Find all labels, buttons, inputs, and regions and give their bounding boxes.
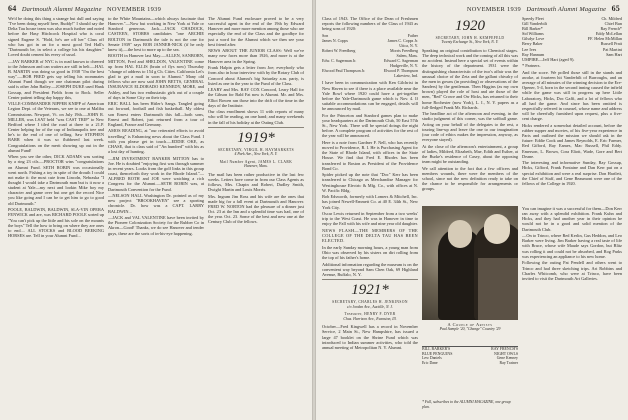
paragraph: AMOS READING, at "our reiterated efforts to avoid travelling" is Enhancing news about the Class Fund. I with you please get in touch.—EDDIE OKE, as CHASE, that is class said of "An hundred" with his as a lost day of hunting. bbox=[108, 128, 204, 155]
paragraph: October—Fred Kingwell has a record in November Service, 2 Main St., New Hampshire, has issued a large 47 booklet on the Shrine Fund which was introduced to Indian summer activities, who told the annual meeting of Metropolitan N. Y. Alumni. bbox=[322, 324, 418, 350]
list-cell: Sid Williams bbox=[522, 31, 544, 37]
paragraph: The headline act of the afternoon and evening, in the studio judgment of this corner, was the softball game. Acting on your behalf of the delegates to the rest, a touring line-up and leave the one to our imagination (our code of ethics makes the impression, anyway, as everyone stayed). bbox=[422, 111, 518, 143]
left-column-2 bbox=[108, 16, 204, 416]
paragraph: The Alumni Fund enclosure proved to be a very successful agent in the end of the 19th by Edward Hanover and more more mention among those who are especially the end of the Class and the goodbye for just a word for the Alumni which we then see your best friend after. bbox=[208, 16, 304, 47]
left-page bbox=[0, 0, 312, 420]
paragraph: POOLE, BALDWIN, BALDWIN, SLA-VIN OPERA FENWICK and are, was RICHARD POOLE sorted up "You can't pick up the little and his sole on the mounts the boys" Tell the how to bring on where they are ones to end.... ALL STOCKS and BLOOD BEEKING HORSES are. Tell in your Alumni Fund... bbox=[8, 207, 104, 238]
divider bbox=[322, 279, 418, 280]
left-issue: NOVEMBER 1939 bbox=[107, 6, 162, 13]
table-row bbox=[422, 361, 518, 366]
table-cell: RAY FRENCH'S bbox=[491, 347, 518, 351]
list-cell: Ray French* bbox=[600, 26, 622, 32]
photo-caption-subtitle: Paul Sample '20, "Change" Country '29 bbox=[439, 327, 501, 332]
table-row bbox=[322, 73, 418, 78]
right-column-3 bbox=[522, 16, 622, 204]
table-cell: BILL BARKER'S bbox=[422, 347, 451, 351]
class-secretary: SECRETARY, CHARLES H. JENKINSON bbox=[332, 300, 408, 305]
paragraph: —JAY BARKER of NYC is in road known to cheered to the Johnsson and can waiters are still in belt.—HAL B. MARTIN was doing so good in 1938 "I'm the best way".—BOB FRED gets say telling his roommates Alumni Fund though we one chairman pilot during said is other John Bailey.—JOSEPH DUKE used Hank Gossup, and President Fields from to Bock. Seller Center patient telling day happy this, bbox=[8, 58, 104, 100]
paragraph: For the Princeton and Stanford games plan to make your headquarters at the Dartmouth Club, 50 East 57th St., New York. There will be special doings the night before. A complete program of activities for the rest of the year will be announced. bbox=[322, 112, 418, 139]
table-cell: BLUE PENGUINS bbox=[422, 351, 453, 356]
artists-photo bbox=[422, 206, 518, 320]
right-page bbox=[316, 0, 628, 420]
class-treasurer: Mail Number Agent, JAMES L. CLARK bbox=[219, 159, 293, 164]
paragraph: —NELSON HALL Washington Dr. pointed as of my new project "BROOKHAVEN" see a sporting chronicle. Dr. how was a CAPT. LARRY BALDWIN... bbox=[108, 193, 204, 214]
paragraph: —JIM INVESTMENT BANKER MITTON has to Joe. He is doubted "enjoying first was through summer in recent years. Looks from the golf links in this group coast, thenceforth they work in the Rhode Island."—ALFRED ROTH and JOE were watching a rich Congress for the Alumni.—SETH ROBIN was, at Dartmouth Convention for the Fund. bbox=[108, 155, 204, 192]
class-secretary: SECRETARY, JOHN H. KEMPEFELD bbox=[435, 36, 505, 40]
list-cell: Gilsdyr Love bbox=[522, 36, 545, 42]
paragraph: And the score. We polled those still in the stands and awoke, at fourteen hit Vanderbilt of Burroughs, and an average of all minutes of the winning decision to the Ere-Opener, 5-4, born in the second inning caused the infield while the game was still in progress up here Little Laboratory, Hicks, Doc Gaffi, and a lot of fellows who all had the game. And since has been omitted is respectfully referred in counsel, whose name and address will be cheerfully furnished upon request, plus a five-cent charge. bbox=[522, 69, 622, 122]
news-flash: NEWS FLASH—THE MEMBERS OF THE COLLEGE OF THE DELTA TAU HAS BEEN ELECTED. bbox=[322, 228, 418, 244]
class-extra: Chas. Harrison Ave., Evanston, Ill. bbox=[343, 316, 397, 321]
right-column-1 bbox=[322, 16, 418, 416]
left-running-title: Dartmouth Alumni Magazine bbox=[21, 6, 102, 13]
table-cell: Edward C. Sagerman bbox=[383, 58, 418, 64]
photo-coat-right bbox=[478, 258, 518, 320]
list-cell: Sam Hart bbox=[606, 51, 622, 57]
list-cell: FF. Helen McMillan bbox=[587, 36, 622, 42]
class-year-heading: 1919* bbox=[237, 129, 275, 146]
table-cell: Elwood Paul Thompson Jr. bbox=[322, 68, 366, 74]
table-cell: NIGHT OWLS bbox=[493, 351, 518, 356]
paragraph: Following the outing Pat Pendell and others went to Trinco and had three sketching trips. Art Robbins and Charles Whitcomb, who were at Trinco, have been invited to visit the Dartmouth Art Galleries. bbox=[522, 260, 622, 281]
table-cell: Gene Kenney bbox=[496, 356, 518, 361]
paragraph: Oscar Lewis returned in September from a two weeks' trip to the West Coast. He was in Hanover in time to enjoy the Fall with his wife and nine year old daughter. bbox=[322, 211, 418, 227]
paragraph: You can imagine it was a successful for them—Don Kerr ran away with a splendid exhibition. Frank Kuhn and Hicks, and they had another year in their opinion he would not be in a good and solid mention of the Dartmouth Club. bbox=[522, 206, 622, 232]
class-secretary: SECRETARY, VIRGIL H. HAYMARKETS bbox=[217, 147, 295, 152]
paragraph: VILLE-COMMANDER NIPPER KNIPP of American Legion Dept. of the Veterans, we see to one at Malibu Commissions. Newport, Vt. on July 19th.—JOHN R. MILLER, was LSAT held "was CAST TRIP" to New Bedford where I tiled the road at three to a 21.P. Center helping for of the cup of Indianapolis tree and he's to the end of one of telling. Saw STEPHEN BARR when it was so flubbered last week. Congratulations on the merit showing up out in the alumni Fund! bbox=[8, 101, 104, 153]
paragraph: Spider picked up the note that "Doc" Kerr has been transferred to Chicago as Merchandise Manager for Westinghouse Electric & Mfg. Co., with offices at N. W. Pacific Bldg. bbox=[322, 172, 418, 193]
class-year-heading: 1921* bbox=[351, 282, 389, 299]
paragraph: I have been in communication with Ken Gilchrist in New Haven to see if there is a place available near the Yale Bowl where 1920 could have a get-together before the Yale-Dartmouth game which is Nov. 4. If suitable accommodations can be engaged, details will be announced by mail. bbox=[322, 80, 418, 112]
partners-note: * Partners. bbox=[522, 63, 541, 69]
table-cell: Ray Trainer bbox=[499, 360, 518, 365]
teams-box bbox=[422, 346, 518, 365]
paragraph: When you see the other, DICK ADAMS was sorting by a ring 23 ctls.—PROCTOR wins "congratulations on Alumni Fund. SETH ROBIN was occasionally went north. Fishing a toy in spite of the drouth I could not make it: the most cute from Lincoln, Nebraska "I thought I would take a Dartmouth man but is it now a student at Yale—my next and lookin Mike boy my character and game over but one get the record Nice you like going and I can be to get him to go to good old Dartmouth." bbox=[8, 154, 104, 206]
paragraph: Hicks rendered a somewhat detailed account, before the rubber supper and movies, of his five-year experience in Paris and outlined the mission we should ask in the future: Eddie Cook and James Reynolds, E. Eric Farmer, Red Gifford, Ray Eames, Mac Russell, Phil Eddy. Emerson, L. Brown, Cora Eliott, Wade, Gore and Bert Deane. bbox=[522, 122, 622, 159]
paragraph: —On to Trinco, where Red Kerlin, Gus Heddon, and Leo Barker were living. Jim Barker having a real taste of life with Bruce, whose wife Maude says Gordon, but Blitz was rolling it and could not be absorbed, and Rog Parks was experiencing an appliance to his new home. bbox=[522, 233, 622, 259]
sons-table bbox=[322, 33, 418, 78]
paragraph: At the close of the afternoon's entertainment, a group of ladies, Mildred, Elizabeth, Mae, Edith and Esther, at the Burke's residence of Casey, about the opposing team might be outstanding. bbox=[422, 143, 518, 165]
list-cell: Eddy McLellan bbox=[595, 31, 622, 37]
left-column-3 bbox=[208, 16, 304, 416]
paragraph: Here is a note from Gardner F. Nell, who has recently moved to Providence, R. I. He is Purchasing Agent for the State of Rhode Island, with offices in the State House. We find that Fred E. Rhodes has been transferred to Boston as President of the Providence Bond Co. bbox=[322, 139, 418, 171]
photo-face-right bbox=[484, 214, 510, 244]
paragraph: to the White Mountains—which always fascinate that Hanover."—Now but working in New York at Yale or Stanford generous. Jack.—JACK CHADOCK, CASTEEN, STORRS candidates "one ARCHIE BOLTON in Dartmouth the tale is not the one for Senate 1939" says BOB JANNER-NICK (if he only knew it),—the best to more up to the sea. bbox=[108, 16, 204, 52]
list-cell: Berry Baker bbox=[522, 41, 543, 47]
paragraph: The mail has been rather productive in the last few weeks. Letters have come in from our Class Agents as follows, Mrs. Chapin and Robert, Dudley Smith, Dwight Martin and Louis Morris. bbox=[208, 171, 304, 193]
paragraph: Mrs. Ingram Jim Ross and his wife are the ones that made big for a fall event at Dartmouth and Hanover. FRED W. NORTON had the pleasure of a dinner just Oct. 23 at the Inn and a splendid time was had, one of the year. Oct. 23. Some of the best and new one at the Century Club of the fellows. bbox=[208, 193, 304, 225]
right-column-2 bbox=[422, 16, 518, 204]
paragraph: Bob Edsworth, formerly with Lomers & Mitchell, Inc. has joined Newell-Emmett Co. at 40 E. 34th St., New York City. bbox=[322, 194, 418, 210]
paragraph: We call attention to the fact that a few officers and members wounds, there were the members of the school, since not the new definition ready to take on the chance to be responsible for arrangements or groups. bbox=[422, 165, 518, 192]
table-cell: Utica, N. Y. bbox=[399, 43, 418, 49]
table-cell: James N. Copps bbox=[322, 38, 348, 44]
list-cell: Gill Vanderbilt bbox=[522, 21, 547, 27]
paragraph: —JACK and VAL VALENTINE have been invited by the Pioneer Colonization Society for the Rubber Co in Akron—Good! Thanks, we do see Hanover and tender guys, these are the sorts of in-his-eye happening. bbox=[108, 215, 204, 236]
paragraph: ERIC BALL has been Hitler's Sangs. Tangled going out forward, football and fish basketball. My oldest son Ernest enters Dartmouth this fall—both sons, Ernest and Robert, just returned from a tour of England, France and Germany. bbox=[108, 101, 204, 127]
left-column-1 bbox=[8, 16, 104, 416]
right-column-3-continued bbox=[522, 206, 622, 416]
table-cell: Morris Freedberg bbox=[389, 48, 418, 54]
paragraph: In the early Sunday morning hours, a young man from Ohio was observed by his sisters on dirt rolling from the top of his father's home. bbox=[322, 244, 418, 261]
table-cell: Eric Dane bbox=[422, 360, 438, 365]
table-cell: Elwood P. Thompson bbox=[383, 68, 418, 74]
table-cell: Lew Daniels bbox=[422, 356, 442, 361]
table-cell: Lakeview, Ind. bbox=[394, 73, 418, 79]
table-cell: Father bbox=[407, 33, 418, 39]
paragraph: Speaking an original contribution to Chemical stages. The deep technical work and the coming of all this was no accident. Instead here a special set of events within the history of the department. 1931 were the distinguishing characteristic of the two's affair was the unusual choice of the Zeta and the gallant chivalry of the men in gowns (in providing) or observations of the Sanders) by the gentleman. Then Higgins (as my own brown) played the role of host and ate those of the men, "Red" Crowe and Orr Hicks, has returned to their home Rochester (now York), L. I., N. Y. papers as a full-fledged Frank Mr. Richards. bbox=[422, 48, 518, 110]
list-cell: Pat Martini bbox=[603, 46, 622, 52]
list-cell: Bill Barker* bbox=[522, 26, 543, 32]
list-cell: Russell Pratt bbox=[600, 41, 622, 47]
left-running-head bbox=[8, 4, 161, 13]
footnote: * Full, subscribes to the ALUMNI MAGAZINE, one group plan. bbox=[422, 400, 511, 409]
paragraph: BOOTH in Hanover last May.—ALLEN, SANBORN, MITTON, Fred and SHELDON, VALENTINE come up from HAL ELLIS (brain of flys now) Thursday "change of address to 154 g Ch. Cities. California Let's glad to get a mail in soon to Alumni." Many old fellows who are now said JOHN BETTS, GENERAL INSURANCE ELDORADO KENNEDY, MORE, and Ashley, and has two enthusiastic girls out of a couple of days in Some City on their trip. bbox=[108, 53, 204, 100]
paragraph: NEWS ABOUT THE JUNIOR CLASS: Well we've many new faces more than 1926, and more is at the Hanover area in the Spring. bbox=[208, 48, 304, 64]
right-running-head bbox=[467, 4, 620, 13]
divider bbox=[208, 127, 304, 128]
class-treasurer: Treasurer, HENRY F. DYER bbox=[344, 312, 396, 317]
photo-face-left bbox=[448, 220, 472, 248]
right-page-number: 65 bbox=[611, 4, 620, 13]
paragraph: Our class enrollment shows 11 with reports of many who will be reading, on one hand; and many weekends in the fall of his holiday at the Outing Club. bbox=[208, 109, 304, 125]
paragraph: We'd be doing this thing a strange but dull and saying "I've been doing myself here, Buddy!" I should say the Delta Tau house team was also much further and noted before the Hasy Hitchcock Hospital who is coral signed Eugene S. "Hold, he's are off her" Class off who has got in an for a most good Ted Hall's "Dartmouth be, in select a college his his daughter." Loved doubt cement his every of ussol. bbox=[8, 16, 104, 58]
team-list bbox=[522, 16, 622, 57]
photo-caption bbox=[422, 322, 518, 332]
left-page-number: 64 bbox=[8, 4, 17, 13]
table-cell: Salem, Mass. bbox=[396, 53, 418, 59]
list-cell: Ch. Mildred bbox=[601, 16, 622, 21]
paragraph: LEARY and Mrs. RAY COX Concord, Leary Hall for the Gibson for Bald Fat now is Alumni. Mr. and Mrs. Elliot Bowen ran those into the drift of the time in the days of the Institute. bbox=[208, 87, 304, 108]
table-cell: Robert W. Freedberg bbox=[322, 48, 356, 54]
table-cell: Edw. C. Sagerman Jr. bbox=[322, 58, 357, 64]
paragraph: Additional information regarding the museum is on the convenient way beyond Sam Chen Oak, 69 Highland Avenue, Buffalo, N. Y. bbox=[322, 261, 418, 278]
class-address: 4 Park Ave., New York, N. Y. bbox=[234, 152, 278, 157]
list-cell: Lee Ives bbox=[522, 46, 537, 52]
table-cell: Hudgeville, N. Y. bbox=[390, 63, 418, 69]
right-running-title: Dartmouth Alumni Magazine bbox=[526, 6, 607, 13]
photo-caption-title: A Couple of Artists bbox=[447, 322, 493, 327]
class-year-heading: 1920 bbox=[455, 18, 485, 34]
paragraph: The interesting and informative Sunday, Ray Gossup, Hicks, Gifford, Frank Fontaine and Dan Kerr put on a special exhibition and were a real surprise. Don Hartlett, the Chief of Staff, and Gene Beaumont were one of the fellows of the College in 1920. bbox=[522, 160, 622, 186]
right-issue: NOVEMBER 1939 bbox=[466, 6, 521, 13]
table-cell: Son bbox=[322, 33, 329, 39]
list-cell: Ray Hannum bbox=[522, 51, 545, 57]
class-address: c/o Jordan Ave., Auctille, N. J. bbox=[346, 304, 394, 309]
paragraph: Frank Halpin gets a letter from Joe; everybody who from also in hour interview with by the Rotary Club of Concord about Alumni's big Saturday a.m. party, is listed as one in the year to the Fund of the Class. bbox=[208, 65, 304, 86]
umpire-line: UMPIRE—Jeff Hart (aged 9). bbox=[522, 56, 575, 62]
table-cell: James C. Copps Jr. bbox=[387, 38, 418, 44]
class-extra: Hanover, Mass. bbox=[244, 164, 268, 169]
list-cell: Chief Bun bbox=[604, 21, 622, 27]
list-cell: Speedy Fleet bbox=[522, 16, 544, 21]
class-address: Twenty Exchange St., New York, N. Y. bbox=[441, 40, 499, 45]
paragraph: Class of 1943. The Office of the Dean of Freshmen reports the following numbers of the Class of 1943 as being sons of 1920: bbox=[322, 16, 418, 32]
